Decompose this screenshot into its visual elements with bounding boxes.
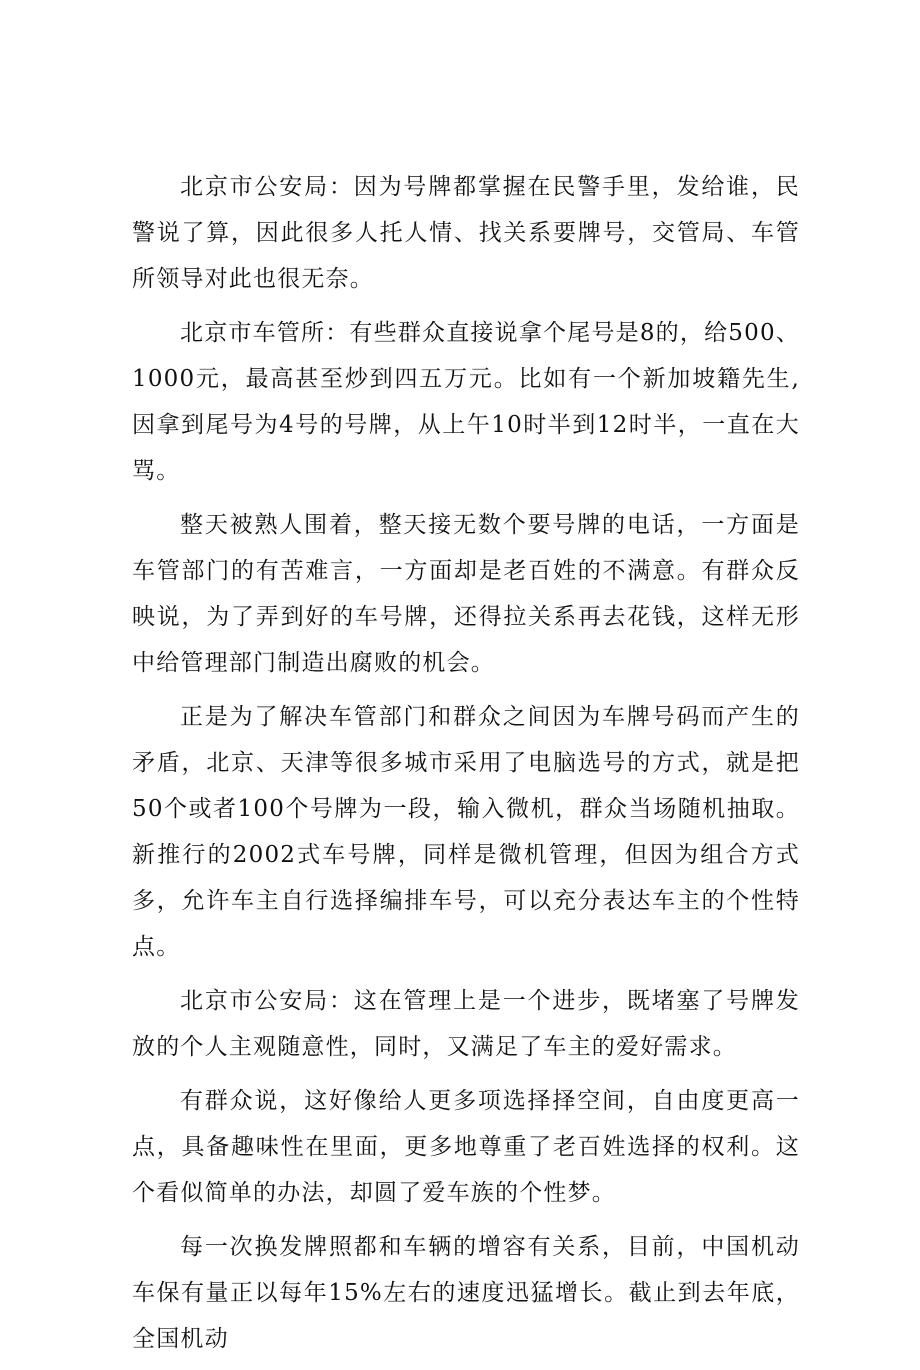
- paragraph-4: 正是为了解决车管部门和群众之间因为车牌号码而产生的矛盾，北京、天津等很多城市采用了电脑选号的方式，就是把50个或者100个号牌为一段，输入微机，群众当场随机抽取。新推行的2002式车号牌，同样是微机管理，但因为组合方式多，允许车主自行选择编排车号，可以充分表达车主的个性特点。: [132, 704, 800, 960]
- paragraph-6: 有群众说，这好像给人更多项选择择空间，自由度更高一点，具备趣味性在里面，更多地尊重了老百姓选择的权利。这个看似简单的办法，却圆了爱车族的个性梦。: [132, 1088, 800, 1206]
- paragraph-1: 北京市公安局：因为号牌都掌握在民警手里，发给谁，民警说了算，因此很多人托人情、找关系要牌号，交管局、车管所领导对此也很无奈。: [132, 174, 800, 292]
- document-body: [132, 164, 800, 1370]
- paragraph-2: 北京市车管所：有些群众直接说拿个尾号是8的，给500、1000元，最高甚至炒到四五万元。比如有一个新加坡籍先生,因拿到尾号为4号的号牌，从上午10时半到12时半，一直在大骂。: [132, 320, 800, 484]
- paragraph-3: 整天被熟人围着，整天接无数个要号牌的电话，一方面是车管部门的有苦难言，一方面却是老百姓的不满意。有群众反映说，为了弄到好的车号牌，还得拉关系再去花钱，这样无形中给管理部门制造出腐败的机会。: [132, 512, 800, 676]
- paragraph-7: 每一次换发牌照都和车辆的增容有关系，目前，中国机动车保有量正以每年15%左右的速度迅猛增长。截止到去年底，全国机动: [132, 1234, 800, 1352]
- paragraph-5: 北京市公安局：这在管理上是一个进步，既堵塞了号牌发放的个人主观随意性，同时，又满足了车主的爱好需求。: [132, 988, 800, 1060]
